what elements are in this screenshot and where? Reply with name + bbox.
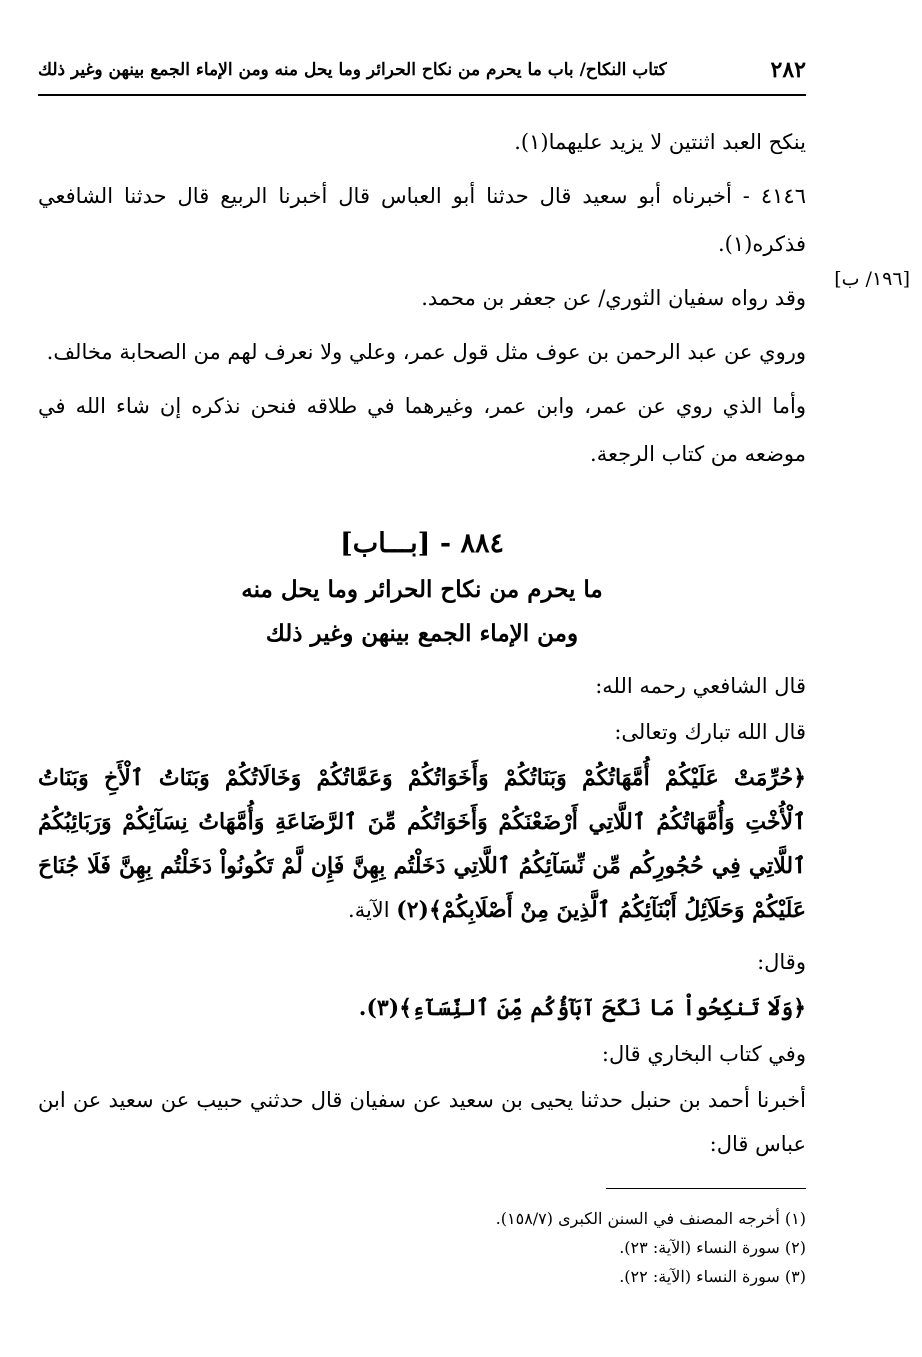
footnote: (٢) سورة النساء (الآية: ٢٣).: [619, 1238, 806, 1257]
hadith-paragraph: ٤١٤٦ - أخبرناه أبو سعيد قال حدثنا أبو العباس قال أخبرنا الربيع قال حدثنا الشافعي فذكره(١).: [38, 184, 806, 256]
paragraph: وقال:: [757, 950, 806, 974]
footnote: (١) أخرجه المصنف في السنن الكبرى (١٥٨/٧).: [495, 1209, 806, 1228]
paragraph: أخبرنا أحمد بن حنبل حدثنا يحيى بن سعيد عن سفيان قال حدثني حبيب عن سعيد عن ابن عباس قال:: [38, 1088, 806, 1156]
page-number: ٢٨٢: [770, 57, 806, 83]
paragraph: قال الله تبارك وتعالى:: [614, 720, 806, 744]
footnote: (٣) سورة النساء (الآية: ٢٢).: [619, 1267, 806, 1286]
body-text-bottom: [38, 664, 806, 1168]
chapter-title-line-1: ما يحرم من نكاح الحرائر وما يحل منه: [241, 576, 603, 603]
footnote-separator: [606, 1188, 806, 1189]
quran-verse: ﴿وَلَا تَنكِحُواْ مَا نَكَحَ آبَآؤُكُم مِّنَ ٱلنِّسَآءِ﴾(٣).: [358, 995, 806, 1021]
footnotes: [38, 1204, 806, 1291]
paragraph: قال الشافعي رحمه الله:: [595, 674, 806, 698]
chapter-heading: [38, 520, 806, 656]
quran-verse: ﴿حُرِّمَتْ عَلَيْكُمْ أُمَّهَاتُكُمْ وَبَنَاتُكُمْ وَأَخَوَاتُكُمْ وَعَمَّاتُكُمْ وَخَالَاتُكُمْ وَبَنَاتُ ٱلْأَخِ وَبَنَاتُ ٱلْأُخْتِ وَأُمَّهَاتُكُمُ ٱللَّاتِي أَرْضَعْنَكُمْ وَأَخَوَاتُكُم مِّنَ ٱلرَّضَاعَةِ وَأُمَّهَاتُ نِسَآئِكُمْ وَرَبَائِبُكُمُ ٱللَّاتِي فِي حُجُورِكُم مِّن نِّسَآئِكُمُ ٱللَّاتِي دَخَلْتُم بِهِنَّ فَإِن لَّمْ تَكُونُواْ دَخَلْتُم بِهِنَّ فَلَا جُنَاحَ عَلَيْكُمْ وَحَلَآئِلُ أَبْنَآئِكُمُ ٱلَّذِينَ مِنْ أَصْلَابِكُمْ﴾(٢): [38, 765, 806, 923]
paragraph: ينكح العبد اثنتين لا يزيد عليهما(١).: [514, 130, 806, 154]
running-header: [38, 46, 806, 96]
paragraph: وروي عن عبد الرحمن بن عوف مثل قول عمر، وعلي ولا نعرف لهم من الصحابة مخالف.: [46, 340, 806, 364]
body-text-top: [38, 118, 806, 484]
paragraph: وأما الذي روي عن عمر، وابن عمر، وغيرهما في طلاقه فنحن نذكره إن شاء الله في موضعه من كتاب الرجعة.: [38, 394, 806, 466]
manuscript-folio-note: [١٩٦/ ب]: [834, 268, 910, 290]
chapter-title-line-2: ومن الإماء الجمع بينهن وغير ذلك: [265, 620, 579, 647]
running-title: كتاب النكاح/ باب ما يحرم من نكاح الحرائر وما يحل منه ومن الإماء الجمع بينهن وغير ذلك: [38, 60, 667, 80]
chapter-number: ٨٨٤ - [بـــاب]: [340, 528, 504, 559]
paragraph: وفي كتاب البخاري قال:: [601, 1042, 806, 1066]
quran-verse-block: [38, 756, 806, 932]
verse-suffix: الآية.: [348, 898, 397, 922]
paragraph: وقد رواه سفيان الثوري/ عن جعفر بن محمد.: [421, 286, 806, 310]
